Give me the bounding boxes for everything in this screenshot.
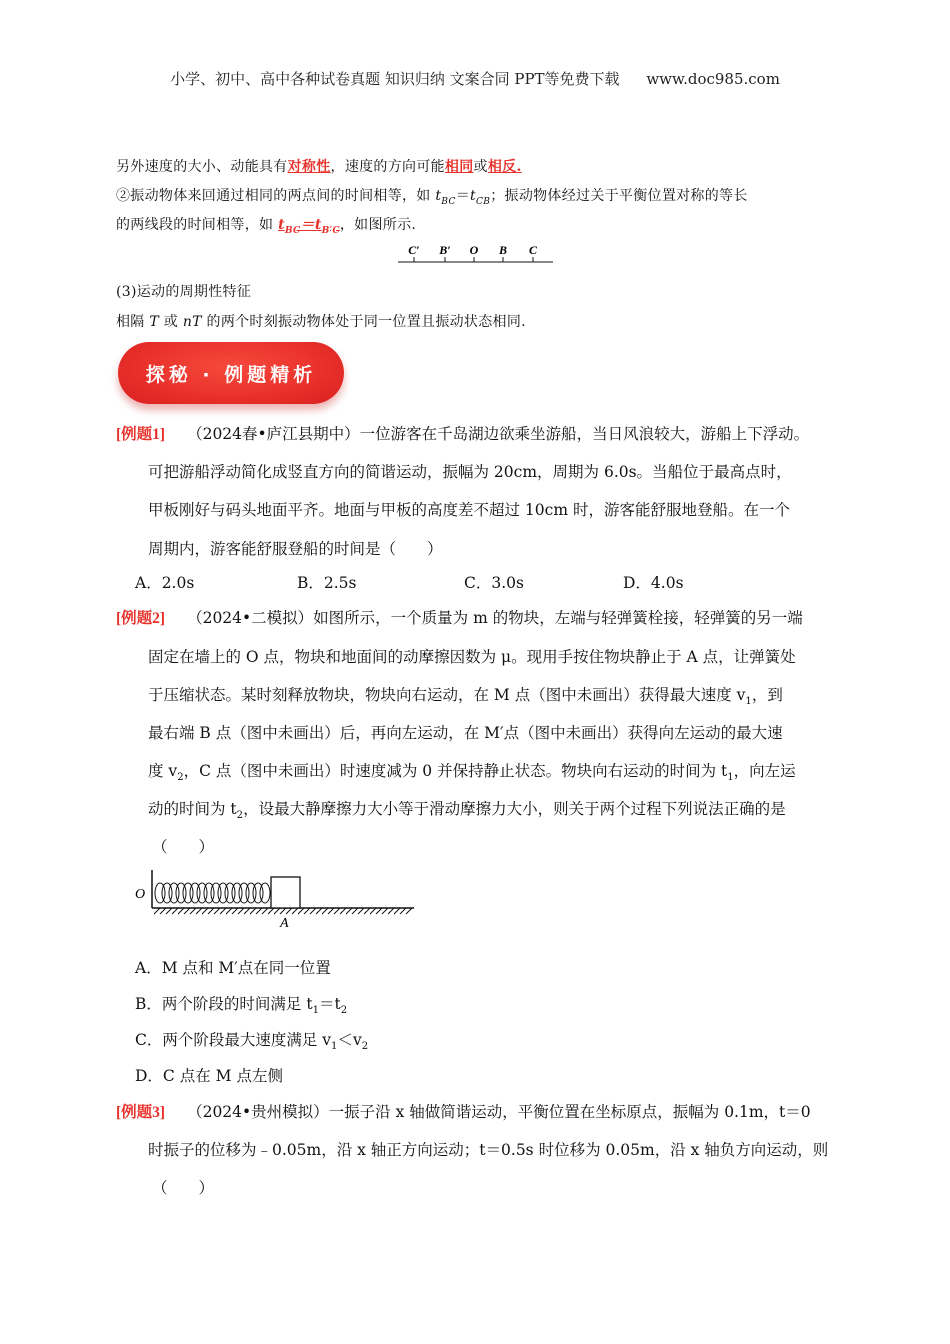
text: 或 xyxy=(159,314,183,330)
ex2-option-d[interactable]: D．C 点在 M 点左侧 xyxy=(135,1067,283,1085)
examples-banner xyxy=(118,342,344,404)
text: ，速度的方向可能 xyxy=(330,159,445,175)
header-url[interactable]: www.doc985.com xyxy=(646,70,780,88)
text: ＝t xyxy=(318,995,341,1013)
ex3-tag: [例题3] xyxy=(116,1104,166,1121)
ex3-line-2: 时振子的位移为﹣0.05m，沿 x 轴正方向运动；t＝0.5s 时位移为 0.05m，沿 x 轴负方向运动，则 xyxy=(148,1141,829,1159)
var-nT: nT xyxy=(182,314,202,330)
ex2-line-2: 固定在墙上的 O 点，物块和地面间的动摩擦因数为 μ。现用手按住物块静止于 A 点，让弹簧处 xyxy=(148,648,796,666)
ex1-line-3: 甲板刚好与码头地面平齐。地面与甲板的高度差不超过 10cm 时，游客能舒服地登船。在一个 xyxy=(148,501,790,519)
header-title: 小学、初中、高中各种试卷真题 知识归纳 文案合同 PPT等免费下载 xyxy=(170,70,620,88)
label-o: O xyxy=(135,887,146,902)
position-axis-figure xyxy=(395,240,557,270)
intro-line-2 xyxy=(116,185,748,207)
equals: ＝ xyxy=(300,217,315,233)
ex2-line-7: （ ） xyxy=(152,838,215,856)
ex1-option-c[interactable]: C．3.0s xyxy=(464,574,524,592)
ex1-tag: [例题1] xyxy=(116,426,166,443)
text: C．两个阶段最大速度满足 v xyxy=(135,1031,332,1049)
highlight-symmetry: 对称性 xyxy=(287,159,331,175)
sub: 2 xyxy=(236,810,244,822)
equals: ＝ xyxy=(455,188,471,204)
sub: 1 xyxy=(312,1005,319,1017)
sub: BC xyxy=(441,196,456,207)
ex2-option-c[interactable] xyxy=(135,1028,368,1052)
sub: 1 xyxy=(727,772,734,784)
text: B．两个阶段的时间满足 t xyxy=(135,995,313,1013)
axis-label-c: C xyxy=(528,243,538,257)
ex2-text: （2024•二模拟）如图所示，一个质量为 m 的物块，左端与轻弹簧栓接，轻弹簧的另一端 xyxy=(187,609,803,627)
text: 度 v xyxy=(148,762,178,780)
section-3-title: (3)运动的周期性特征 xyxy=(116,284,252,300)
intro-line-1 xyxy=(116,156,522,176)
ex1-line-2: 可把游船浮动简化成竖直方向的简谐运动，振幅为 20cm，周期为 6.0s。当船位于最高点时， xyxy=(148,463,792,481)
text: ，C 点（图中未画出）时速度减为 0 并保持静止状态。物块向右运动的时间为 t xyxy=(183,762,728,780)
text: 或 xyxy=(473,159,488,175)
sub: B′C xyxy=(321,224,340,236)
sub: 1 xyxy=(745,696,752,708)
ex1-option-a[interactable]: A．2.0s xyxy=(135,574,195,592)
ex2-tag: [例题2] xyxy=(116,610,166,627)
banner-label: 探秘 · 例题精析 xyxy=(145,364,317,386)
var-t: t xyxy=(278,217,285,233)
ex3-line-1 xyxy=(116,1100,811,1122)
sub: BC xyxy=(284,224,301,236)
text: ，如图所示. xyxy=(339,217,417,233)
ex3-text: （2024•贵州模拟）一振子沿 x 轴做简谐运动，平衡位置在坐标原点，振幅为 0.1m，t＝0 xyxy=(187,1103,811,1121)
text: ，向左运 xyxy=(733,762,796,780)
var-t: t xyxy=(435,188,442,204)
sub: 2 xyxy=(340,1005,348,1017)
ex1-option-b[interactable]: B．2.5s xyxy=(297,574,357,592)
text: 另外速度的大小、动能具有 xyxy=(116,159,288,175)
intro-line-3 xyxy=(116,214,416,236)
ex2-option-b[interactable] xyxy=(135,992,347,1016)
text: ②振动物体来回通过相同的两点间的时间相等，如 xyxy=(116,188,436,204)
text: ，设最大静摩擦力大小等于滑动摩擦力大小，则关于两个过程下列说法正确的是 xyxy=(243,800,786,818)
axis-label-c-prime: C′ xyxy=(408,243,420,257)
ex1-line-1 xyxy=(116,422,809,444)
axis-label-b: B xyxy=(498,243,508,257)
axis-label-o: O xyxy=(469,243,479,257)
ex1-text: （2024春•庐江县期中）一位游客在千岛湖边欲乘坐游船，当日风浪较大，游船上下浮动。 xyxy=(187,425,810,443)
label-a: A xyxy=(280,916,289,930)
sub: 2 xyxy=(361,1041,369,1053)
section-3-text xyxy=(116,311,526,331)
page-header xyxy=(0,68,950,89)
ex2-line-1 xyxy=(116,606,803,628)
text: ，到 xyxy=(751,686,783,704)
text: ；振动物体经过关于平衡位置对称的等长 xyxy=(490,188,748,204)
ex2-line-4: 最右端 B 点（图中未画出）后，再向左运动，在 M′点（图中未画出）获得向左运动的最大速 xyxy=(148,724,783,742)
text: 的两线段的时间相等，如 xyxy=(116,217,279,233)
highlight-opposite: 相反. xyxy=(487,159,522,175)
sub: CB xyxy=(475,196,491,207)
var-t: t xyxy=(314,217,322,233)
text: 于压缩状态。某时刻释放物块，物块向右运动，在 M 点（图中未画出）获得最大速度 v xyxy=(148,686,746,704)
axis-label-b-prime: B′ xyxy=(439,243,451,257)
ex2-option-a[interactable]: A．M 点和 M′点在同一位置 xyxy=(135,959,331,977)
text: ＜v xyxy=(337,1031,362,1049)
var-t: t xyxy=(470,188,476,204)
spring-block-figure xyxy=(130,864,420,930)
ex2-line-5 xyxy=(148,759,796,783)
sub: 2 xyxy=(177,772,184,784)
highlight-equation xyxy=(278,217,340,236)
text: 的两个时刻振动物体处于同一位置且振动状态相同. xyxy=(201,314,526,330)
text: 相隔 xyxy=(116,314,150,330)
ex2-line-3 xyxy=(148,683,783,707)
text: 动的时间为 t xyxy=(148,800,237,818)
sub: 1 xyxy=(331,1041,338,1053)
ex2-line-6 xyxy=(148,797,786,821)
ex3-line-3: （ ） xyxy=(152,1179,215,1197)
ex1-line-4: 周期内，游客能舒服登船的时间是（ ） xyxy=(148,540,443,558)
var-T: T xyxy=(149,314,159,330)
highlight-same: 相同 xyxy=(444,159,474,175)
ex1-option-d[interactable]: D．4.0s xyxy=(623,574,684,592)
